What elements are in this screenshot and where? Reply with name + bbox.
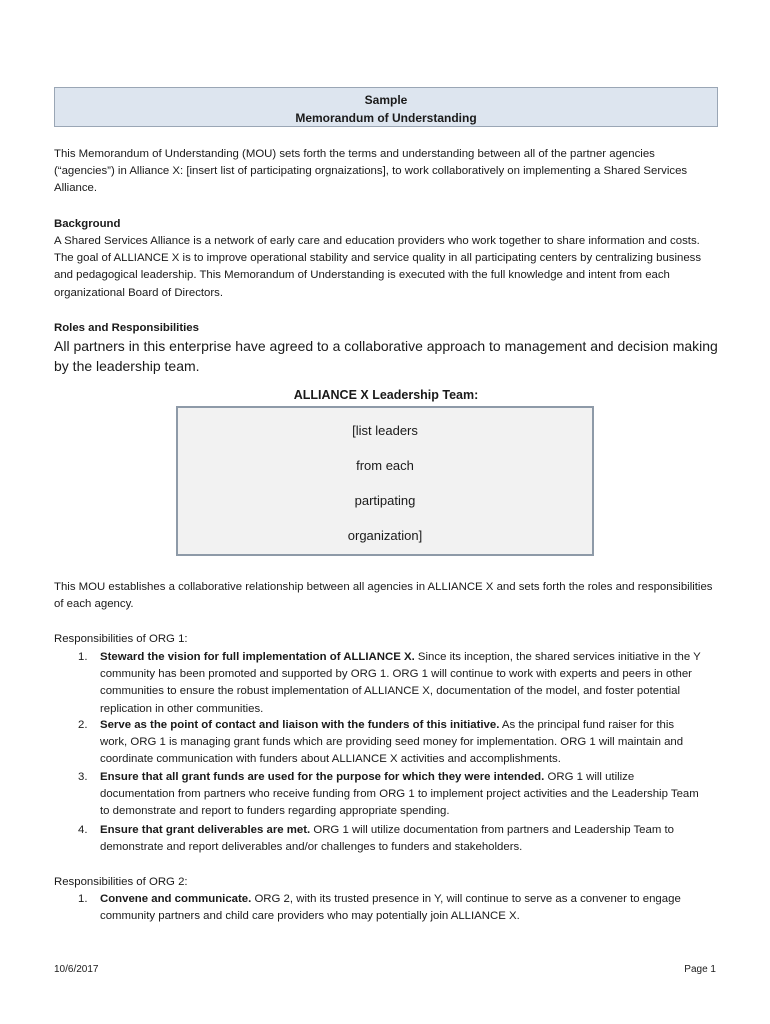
list-item-bold: Steward the vision for full implementation of ALLIANCE X. (100, 651, 415, 663)
roles-heading: Roles and Responsibilities (54, 322, 199, 334)
list-number: 3. (78, 771, 88, 783)
list-item-bold: Ensure that all grant funds are used for the purpose for which they were intended. (100, 771, 545, 783)
list-number: 4. (78, 824, 88, 836)
leadership-team-title: ALLIANCE X Leadership Team: (293, 388, 479, 402)
list-item-text (100, 649, 704, 718)
org1-heading: Responsibilities of ORG 1: (54, 633, 188, 645)
title-box (54, 87, 718, 127)
team-line-1: [list leaders (352, 423, 418, 438)
leadership-team-box (176, 406, 594, 556)
footer-page-number: Page 1 (684, 964, 716, 975)
list-number: 2. (78, 719, 88, 731)
list-item-bold: Serve as the point of contact and liaison with the funders of this initiative. (100, 719, 500, 731)
list-item-text (100, 717, 704, 769)
list-item-text (100, 891, 704, 925)
list-item-body: ORG 1 will utilize documentation from partners who receive funding from ORG 1 to implement project activities and the Leadership Team to demonstrate and report to funders regarding appropriate spending. (100, 771, 699, 818)
intro-paragraph: This Memorandum of Understanding (MOU) sets forth the terms and understanding between all of the partner agencies (“agencies”) in Alliance X: [insert list of participating orgnaizations], to work collaboratively on implementing a Shared Services Alliance. (54, 148, 688, 195)
list-item-body: Since its inception, the shared services initiative in the Y community has been promoted and supported by ORG 1. ORG 1 will continue to work with experts and peers in other communities to ensure the robust implementation of ALLIANCE X, documentation of the model, and foster potential replication in other communities. (100, 651, 701, 715)
team-line-4: organization] (347, 528, 423, 543)
list-item-body: ORG 1 will utilize documentation from partners and Leadership Team to demonstrate and report deliverables and/or challenges to funders and stakeholders. (100, 824, 675, 854)
team-line-3: partipating (354, 493, 416, 508)
list-number: 1. (78, 651, 88, 663)
list-item-bold: Convene and communicate. (100, 893, 252, 905)
list-item-bold: Ensure that grant deliverables are met. (100, 824, 311, 836)
list-item-body: ORG 2, with its trusted presence in Y, will continue to serve as a convener to engage community partners and child care providers who may potentially join ALLIANCE X. (100, 893, 681, 923)
team-line-2: from each (356, 458, 414, 473)
list-item-body: As the principal fund raiser for this work, ORG 1 is managing grant funds which are providing seed money for implementation. ORG 1 will maintain and coordinate communication with funders about ALLIANCE X activities and accomplishments. (100, 719, 684, 766)
list-item-text (100, 822, 704, 856)
background-paragraph: A Shared Services Alliance is a network of early care and education providers who work together to share information and costs. The goal of ALLIANCE X is to improve operational stability and service quality in all participating centers by centralizing business and pedagogical leadership. This Memorandum of Understanding is executed with the full knowledge and intent from each organizational Board of Directors. (54, 235, 702, 299)
mou-paragraph: This MOU establishes a collaborative relationship between all agencies in ALLIANCE X and sets forth the roles and responsibilities of each agency. (54, 581, 713, 611)
title-line-2: Memorandum of Understanding (295, 111, 477, 125)
list-item-text (100, 769, 704, 821)
list-number: 1. (78, 893, 88, 905)
background-heading: Background (54, 218, 121, 230)
roles-paragraph: All partners in this enterprise have agreed to a collaborative approach to management and decision making by the leadership team. (54, 338, 718, 374)
title-line-1: Sample (364, 93, 408, 107)
org2-heading: Responsibilities of ORG 2: (54, 876, 188, 888)
footer-date: 10/6/2017 (54, 964, 99, 975)
